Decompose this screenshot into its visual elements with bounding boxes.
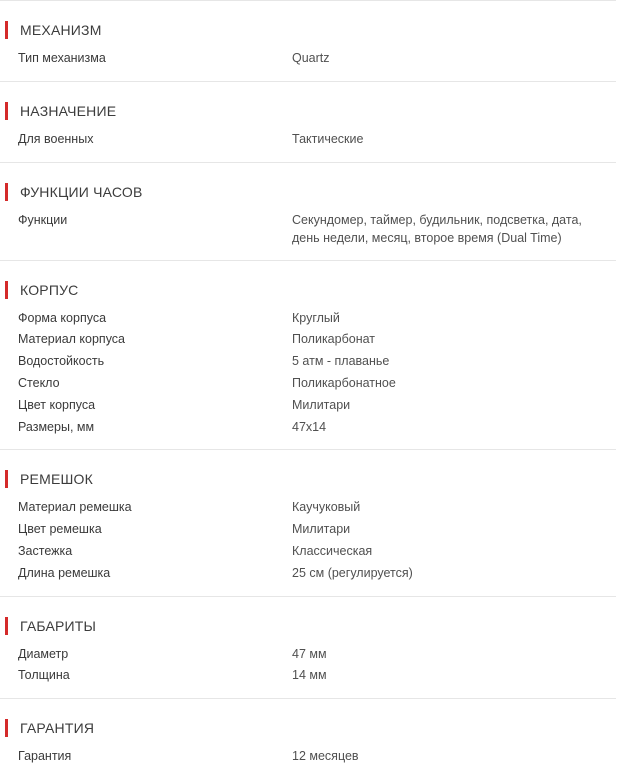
spec-value: Каучуковый (292, 500, 361, 515)
spec-value: 47 мм (292, 646, 327, 661)
spec-row (0, 518, 616, 540)
spec-row (0, 47, 616, 69)
section-accent-bar (5, 183, 8, 201)
spec-value: 12 месяцев (292, 749, 359, 764)
spec-value: Тактические (292, 131, 364, 146)
spec-label: Диаметр (18, 646, 69, 661)
spec-value: 47x14 (292, 419, 327, 434)
spec-value: Секундомер, таймер, будильник, подсветка, дата, день недели, месяц, второе время (Dual Time) (292, 212, 582, 246)
section-dimensions (0, 596, 616, 699)
spec-row (0, 394, 616, 416)
section-warranty (0, 698, 616, 779)
section-watch-functions (0, 162, 616, 260)
section-accent-bar (5, 470, 8, 488)
spec-label: Водостойкость (18, 354, 105, 369)
section-title: ГАРАНТИЯ (20, 720, 95, 737)
section-accent-bar (5, 719, 8, 737)
spec-label: Размеры, мм (18, 419, 95, 434)
spec-label: Материал корпуса (18, 332, 126, 347)
spec-row (0, 496, 616, 518)
spec-value: 25 см (регулируется) (292, 565, 413, 580)
section-header (0, 281, 616, 299)
section-accent-bar (5, 617, 8, 635)
section-header (0, 102, 616, 120)
spec-value: Круглый (292, 310, 340, 325)
spec-value: 5 атм - плаванье (292, 354, 390, 369)
spec-row (0, 416, 616, 438)
section-title: КОРПУС (20, 281, 79, 298)
section-purpose (0, 81, 616, 162)
section-title: НАЗНАЧЕНИЕ (20, 102, 117, 119)
section-header (0, 470, 616, 488)
spec-value: 14 мм (292, 668, 327, 683)
spec-value: Милитари (292, 397, 351, 412)
spec-row (0, 745, 616, 767)
section-header (0, 617, 616, 635)
spec-value: Поликарбонатное (292, 375, 396, 390)
spec-label: Стекло (18, 375, 60, 390)
spec-label: Для военных (18, 131, 94, 146)
spec-label: Тип механизма (18, 51, 106, 65)
spec-row (0, 562, 616, 584)
spec-value: Милитари (292, 522, 351, 537)
spec-row (0, 307, 616, 329)
section-header (0, 719, 616, 737)
spec-label: Форма корпуса (18, 310, 107, 325)
spec-label: Длина ремешка (18, 565, 111, 580)
section-strap (0, 449, 616, 595)
spec-row (0, 328, 616, 350)
spec-row (0, 350, 616, 372)
spec-label: Толщина (18, 668, 70, 683)
spec-label: Гарантия (18, 749, 72, 764)
spec-row (0, 664, 616, 686)
spec-label: Цвет ремешка (18, 522, 102, 537)
spec-value: Quartz (292, 51, 330, 65)
section-mechanism (0, 0, 616, 81)
spec-label: Функции (18, 212, 68, 227)
section-title: МЕХАНИЗМ (20, 22, 102, 38)
section-case (0, 260, 616, 450)
section-header (0, 21, 616, 39)
spec-value: Классическая (292, 543, 373, 558)
section-title: ГАБАРИТЫ (20, 617, 97, 634)
spec-row (0, 128, 616, 150)
section-title: РЕМЕШОК (20, 471, 93, 488)
spec-row (0, 372, 616, 394)
spec-label: Застежка (18, 543, 73, 558)
spec-label: Материал ремешка (18, 500, 132, 515)
spec-row (0, 643, 616, 665)
section-header (0, 183, 616, 201)
spec-row (0, 540, 616, 562)
spec-value: Поликарбонат (292, 332, 376, 347)
section-accent-bar (5, 281, 8, 299)
section-accent-bar (5, 102, 8, 120)
spec-row (0, 209, 616, 248)
spec-label: Цвет корпуса (18, 397, 96, 412)
section-title: ФУНКЦИИ ЧАСОВ (20, 183, 143, 200)
section-accent-bar (5, 21, 8, 39)
